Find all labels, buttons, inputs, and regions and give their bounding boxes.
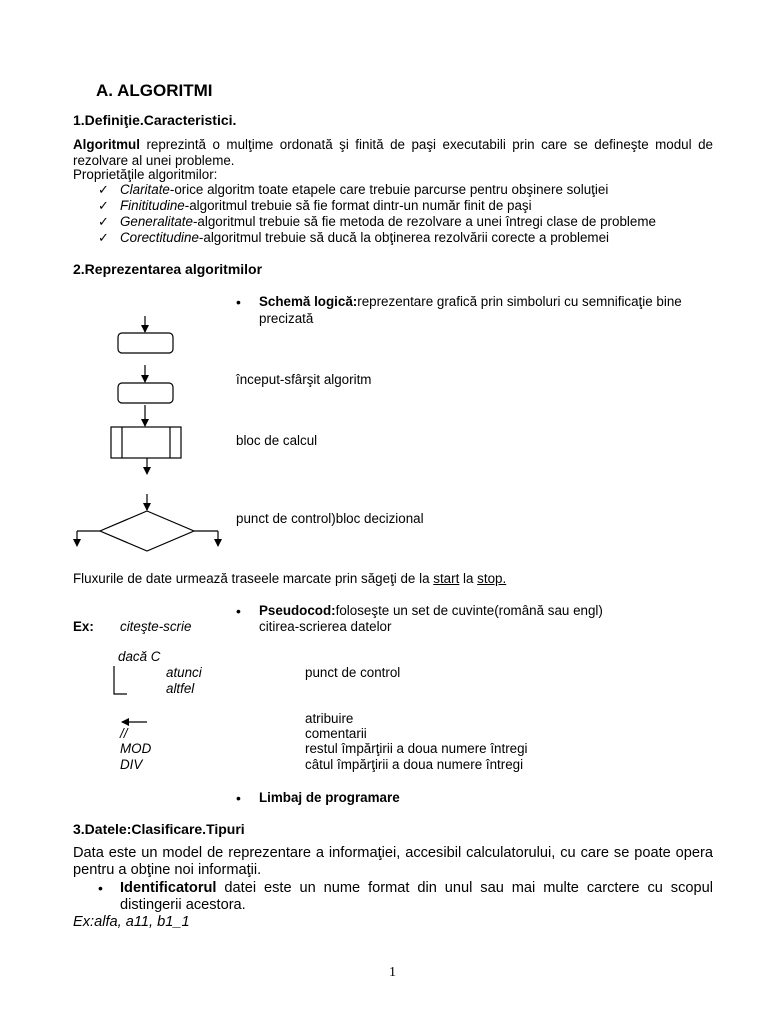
page-number: 1 xyxy=(389,965,396,980)
decision-symbol xyxy=(100,511,194,551)
example-label: Ex: xyxy=(73,619,94,634)
div-description: câtul împărţirii a doua numere întregi xyxy=(305,757,524,772)
page-title: A. ALGORITMI xyxy=(96,81,213,100)
else-keyword: altfel xyxy=(166,681,195,696)
algorithm-term: Algoritmul xyxy=(73,137,140,152)
start-word: start xyxy=(433,571,460,586)
start-end-symbol xyxy=(118,333,173,353)
bullet-icon: • xyxy=(236,603,241,619)
property-item: Corectitudine-algoritmul trebuie să ducă la obţinerea rezolvării corecte a problemei xyxy=(120,230,610,245)
mod-symbol: MOD xyxy=(120,741,152,756)
comment-symbol: // xyxy=(120,726,128,741)
identifier-example: Ex:alfa, a11, b1_1 xyxy=(73,914,190,930)
algorithm-definition-text: reprezintă o mulţime ordonată şi finită de paşi executabili prin care se defineşte modul de rezolvare al unei probleme. xyxy=(73,137,713,168)
checkmark-icon: ✓ xyxy=(98,230,109,245)
section-heading-definitions: 1.Definiţie.Caracteristici. xyxy=(73,112,237,128)
calc-block-label: bloc de calcul xyxy=(236,433,318,448)
if-keyword: dacă C xyxy=(118,649,161,664)
if-description: punct de control xyxy=(305,665,401,680)
comment-description: comentarii xyxy=(305,726,367,741)
pseudocode-item: Pseudocod:foloseşte un set de cuvinte(română sau engl) xyxy=(259,603,603,618)
section-heading-data: 3.Datele:Clasificare.Tipuri xyxy=(73,821,245,837)
if-bracket xyxy=(114,666,127,694)
property-item: Claritate-orice algoritm toate etapele care trebuie parcurse pentru obşinere soluţiei xyxy=(120,182,609,197)
div-symbol: DIV xyxy=(120,757,143,772)
start-end-symbol xyxy=(118,383,173,403)
bullet-icon: • xyxy=(98,880,103,896)
start-end-label: început-sfârşit algoritm xyxy=(236,372,372,387)
checkmark-icon: ✓ xyxy=(98,214,109,229)
checkmark-icon: ✓ xyxy=(98,198,109,213)
then-keyword: atunci xyxy=(166,665,202,680)
mod-description: restul împărţirii a doua numere întregi xyxy=(305,741,528,756)
data-definition: Data este un model de reprezentare a informaţiei, accesibil calculatorului, cu care se poate opera pentru a obţine noi informaţii. xyxy=(73,845,713,878)
identifier-item: Identificatorul datei este un nume format din unul sau mai multe carctere cu scopul distingerii acestora. xyxy=(120,880,713,913)
stop-word: stop. xyxy=(477,571,507,586)
schema-logica-continued: precizată xyxy=(259,311,314,326)
decision-label: punct de control)bloc decizional xyxy=(236,511,424,526)
read-write-description: citirea-scrierea datelor xyxy=(259,619,392,634)
bullet-icon: • xyxy=(236,294,241,310)
programming-language-item: Limbaj de programare xyxy=(259,790,400,805)
property-item: Generalitate-algoritmul trebuie să fie metoda de rezolvare a unei întregi clase de probleme xyxy=(120,214,656,229)
flow-description: Fluxurile de date urmează traseele marcate prin săgeţi de la start la stop. xyxy=(73,571,507,586)
property-item: Finititudine-algoritmul trebuie să fie format dintr-un număr finit de paşi xyxy=(120,198,532,213)
section-heading-representation: 2.Reprezentarea algoritmilor xyxy=(73,261,263,277)
assignment-description: atribuire xyxy=(305,711,354,726)
read-write-keyword: citeşte-scrie xyxy=(120,619,192,634)
checkmark-icon: ✓ xyxy=(98,182,109,197)
schema-logica-item: Schemă logică:reprezentare grafică prin simboluri cu semnificaţie bine xyxy=(259,294,682,309)
bullet-icon: • xyxy=(236,790,241,806)
properties-label: Proprietăţile algoritmilor: xyxy=(73,167,218,182)
